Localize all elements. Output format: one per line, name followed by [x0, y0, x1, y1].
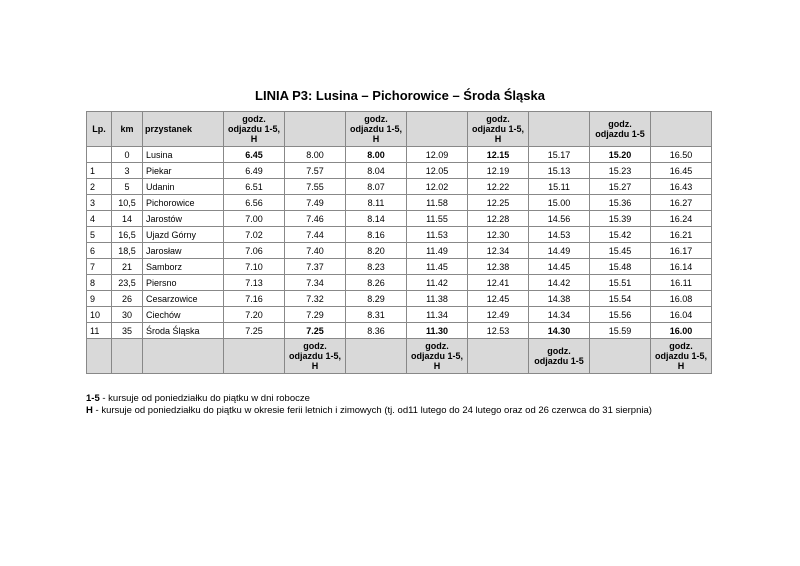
- cell-time: 15.56: [590, 307, 651, 323]
- cell-time: 6.49: [224, 163, 285, 179]
- cell-time: 12.45: [468, 291, 529, 307]
- cell-km: 23,5: [112, 275, 143, 291]
- cell-stop: Jarosław: [143, 243, 224, 259]
- cell-time: 11.53: [407, 227, 468, 243]
- footer-empty-cell: [87, 339, 112, 374]
- cell-time: 8.00: [346, 147, 407, 163]
- cell-time: 7.02: [224, 227, 285, 243]
- header-departure: godz. odjazdu 1-5, H: [346, 112, 407, 147]
- cell-time: 7.32: [285, 291, 346, 307]
- cell-time: 14.38: [529, 291, 590, 307]
- cell-km: 10,5: [112, 195, 143, 211]
- cell-time: 12.02: [407, 179, 468, 195]
- cell-lp: 8: [87, 275, 112, 291]
- cell-time: 15.59: [590, 323, 651, 339]
- table-row: [87, 179, 712, 195]
- cell-time: 7.25: [285, 323, 346, 339]
- cell-lp: 9: [87, 291, 112, 307]
- cell-km: 26: [112, 291, 143, 307]
- cell-time: 7.46: [285, 211, 346, 227]
- footer-departure: godz. odjazdu 1-5, H: [407, 339, 468, 374]
- cell-lp: 4: [87, 211, 112, 227]
- cell-lp: 10: [87, 307, 112, 323]
- cell-time: 6.51: [224, 179, 285, 195]
- cell-time: 7.10: [224, 259, 285, 275]
- cell-time: 8.07: [346, 179, 407, 195]
- cell-time: 16.27: [651, 195, 712, 211]
- timetable-title: LINIA P3: Lusina – Pichorowice – Środa Śląska: [255, 88, 545, 103]
- cell-time: 14.49: [529, 243, 590, 259]
- cell-stop: Jarostów: [143, 211, 224, 227]
- cell-time: 7.29: [285, 307, 346, 323]
- cell-km: 21: [112, 259, 143, 275]
- footer-departure: godz. odjazdu 1-5: [529, 339, 590, 374]
- cell-time: 11.30: [407, 323, 468, 339]
- table-row: [87, 259, 712, 275]
- cell-time: 12.19: [468, 163, 529, 179]
- cell-time: 15.54: [590, 291, 651, 307]
- cell-time: 7.40: [285, 243, 346, 259]
- cell-time: 12.05: [407, 163, 468, 179]
- cell-time: 7.34: [285, 275, 346, 291]
- cell-time: 8.04: [346, 163, 407, 179]
- cell-time: 15.27: [590, 179, 651, 195]
- cell-time: 7.25: [224, 323, 285, 339]
- cell-time: 8.36: [346, 323, 407, 339]
- cell-stop: Udanin: [143, 179, 224, 195]
- header-stop: przystanek: [143, 112, 224, 147]
- header-departure: godz. odjazdu 1-5, H: [224, 112, 285, 147]
- header-departure: [529, 112, 590, 147]
- header-departure: godz. odjazdu 1-5: [590, 112, 651, 147]
- cell-time: 16.45: [651, 163, 712, 179]
- cell-time: 15.48: [590, 259, 651, 275]
- cell-time: 7.16: [224, 291, 285, 307]
- cell-time: 15.45: [590, 243, 651, 259]
- table-row: [87, 227, 712, 243]
- cell-lp: 3: [87, 195, 112, 211]
- cell-stop: Pichorowice: [143, 195, 224, 211]
- cell-time: 8.26: [346, 275, 407, 291]
- cell-time: 11.42: [407, 275, 468, 291]
- cell-stop: Środa Śląska: [143, 323, 224, 339]
- header-departure: godz. odjazdu 1-5, H: [468, 112, 529, 147]
- cell-time: 16.00: [651, 323, 712, 339]
- legend: [86, 393, 652, 417]
- cell-time: 16.43: [651, 179, 712, 195]
- cell-time: 8.11: [346, 195, 407, 211]
- cell-stop: Cesarzowice: [143, 291, 224, 307]
- cell-time: 7.13: [224, 275, 285, 291]
- cell-time: 14.42: [529, 275, 590, 291]
- cell-km: 18,5: [112, 243, 143, 259]
- table-row: [87, 291, 712, 307]
- table-row: [87, 163, 712, 179]
- cell-lp: 6: [87, 243, 112, 259]
- cell-time: 12.34: [468, 243, 529, 259]
- cell-time: 11.45: [407, 259, 468, 275]
- header-row: [87, 112, 712, 147]
- cell-stop: Ciechów: [143, 307, 224, 323]
- cell-time: 12.53: [468, 323, 529, 339]
- cell-time: 15.39: [590, 211, 651, 227]
- header-departure: [651, 112, 712, 147]
- cell-time: 12.41: [468, 275, 529, 291]
- cell-time: 7.37: [285, 259, 346, 275]
- cell-time: 8.14: [346, 211, 407, 227]
- footer-empty-cell: [112, 339, 143, 374]
- cell-time: 7.00: [224, 211, 285, 227]
- table-row: [87, 243, 712, 259]
- cell-time: 12.38: [468, 259, 529, 275]
- cell-time: 8.31: [346, 307, 407, 323]
- table-row: [87, 307, 712, 323]
- cell-time: 12.49: [468, 307, 529, 323]
- header-departure: [407, 112, 468, 147]
- legend-key-holiday: H: [86, 405, 93, 416]
- legend-text-weekday: - kursuje od poniedziałku do piątku w dni robocze: [99, 393, 310, 404]
- cell-time: 15.00: [529, 195, 590, 211]
- cell-time: 8.23: [346, 259, 407, 275]
- cell-time: 11.55: [407, 211, 468, 227]
- cell-time: 12.28: [468, 211, 529, 227]
- cell-time: 15.51: [590, 275, 651, 291]
- cell-time: 14.45: [529, 259, 590, 275]
- cell-time: 11.49: [407, 243, 468, 259]
- cell-time: 15.17: [529, 147, 590, 163]
- cell-time: 14.53: [529, 227, 590, 243]
- cell-time: 7.20: [224, 307, 285, 323]
- cell-time: 14.34: [529, 307, 590, 323]
- cell-km: 5: [112, 179, 143, 195]
- cell-time: 12.22: [468, 179, 529, 195]
- table-row: [87, 195, 712, 211]
- cell-km: 30: [112, 307, 143, 323]
- cell-time: 12.15: [468, 147, 529, 163]
- cell-time: 7.49: [285, 195, 346, 211]
- cell-km: 16,5: [112, 227, 143, 243]
- cell-time: 11.34: [407, 307, 468, 323]
- cell-time: 15.23: [590, 163, 651, 179]
- cell-time: 12.25: [468, 195, 529, 211]
- header-lp: Lp.: [87, 112, 112, 147]
- cell-time: 16.14: [651, 259, 712, 275]
- cell-time: 8.16: [346, 227, 407, 243]
- cell-stop: Ujazd Górny: [143, 227, 224, 243]
- cell-time: 16.11: [651, 275, 712, 291]
- cell-lp: 11: [87, 323, 112, 339]
- cell-time: 8.29: [346, 291, 407, 307]
- footer-departure: [346, 339, 407, 374]
- cell-time: 6.56: [224, 195, 285, 211]
- cell-lp: 2: [87, 179, 112, 195]
- cell-time: 7.57: [285, 163, 346, 179]
- legend-key-weekday: 1-5: [86, 393, 100, 404]
- table-row: [87, 211, 712, 227]
- cell-time: 15.42: [590, 227, 651, 243]
- footer-departure: godz. odjazdu 1-5, H: [285, 339, 346, 374]
- cell-lp: [87, 147, 112, 163]
- footer-departure: godz. odjazdu 1-5, H: [651, 339, 712, 374]
- cell-time: 11.58: [407, 195, 468, 211]
- cell-time: 14.56: [529, 211, 590, 227]
- cell-km: 35: [112, 323, 143, 339]
- cell-time: 15.11: [529, 179, 590, 195]
- cell-stop: Piekar: [143, 163, 224, 179]
- cell-lp: 5: [87, 227, 112, 243]
- cell-time: 8.20: [346, 243, 407, 259]
- cell-time: 7.55: [285, 179, 346, 195]
- cell-time: 16.24: [651, 211, 712, 227]
- cell-km: 14: [112, 211, 143, 227]
- table-row: [87, 323, 712, 339]
- cell-time: 16.08: [651, 291, 712, 307]
- cell-km: 0: [112, 147, 143, 163]
- footer-departure: [224, 339, 285, 374]
- legend-text-holiday: - kursuje od poniedziałku do piątku w okresie ferii letnich i zimowych (tj. od11 lutego do 24 lutego oraz od 26 czerwca do 31 sierpnia): [92, 405, 652, 416]
- cell-time: 15.20: [590, 147, 651, 163]
- table-row: [87, 147, 712, 163]
- cell-time: 11.38: [407, 291, 468, 307]
- cell-time: 6.45: [224, 147, 285, 163]
- cell-time: 7.44: [285, 227, 346, 243]
- timetable: [86, 111, 712, 374]
- cell-time: 16.17: [651, 243, 712, 259]
- legend-line-holiday: [86, 405, 652, 417]
- table-row: [87, 275, 712, 291]
- header-departure: [285, 112, 346, 147]
- cell-lp: 1: [87, 163, 112, 179]
- cell-time: 12.09: [407, 147, 468, 163]
- cell-time: 15.13: [529, 163, 590, 179]
- cell-time: 16.50: [651, 147, 712, 163]
- footer-departure: [468, 339, 529, 374]
- footer-empty-cell: [143, 339, 224, 374]
- cell-time: 16.04: [651, 307, 712, 323]
- cell-lp: 7: [87, 259, 112, 275]
- cell-time: 14.30: [529, 323, 590, 339]
- cell-stop: Piersno: [143, 275, 224, 291]
- legend-line-weekday: [86, 393, 652, 405]
- header-km: km: [112, 112, 143, 147]
- cell-time: 8.00: [285, 147, 346, 163]
- cell-time: 15.36: [590, 195, 651, 211]
- cell-stop: Samborz: [143, 259, 224, 275]
- cell-time: 7.06: [224, 243, 285, 259]
- cell-km: 3: [112, 163, 143, 179]
- cell-time: 12.30: [468, 227, 529, 243]
- cell-time: 16.21: [651, 227, 712, 243]
- cell-stop: Lusina: [143, 147, 224, 163]
- footer-row: [87, 339, 712, 374]
- footer-departure: [590, 339, 651, 374]
